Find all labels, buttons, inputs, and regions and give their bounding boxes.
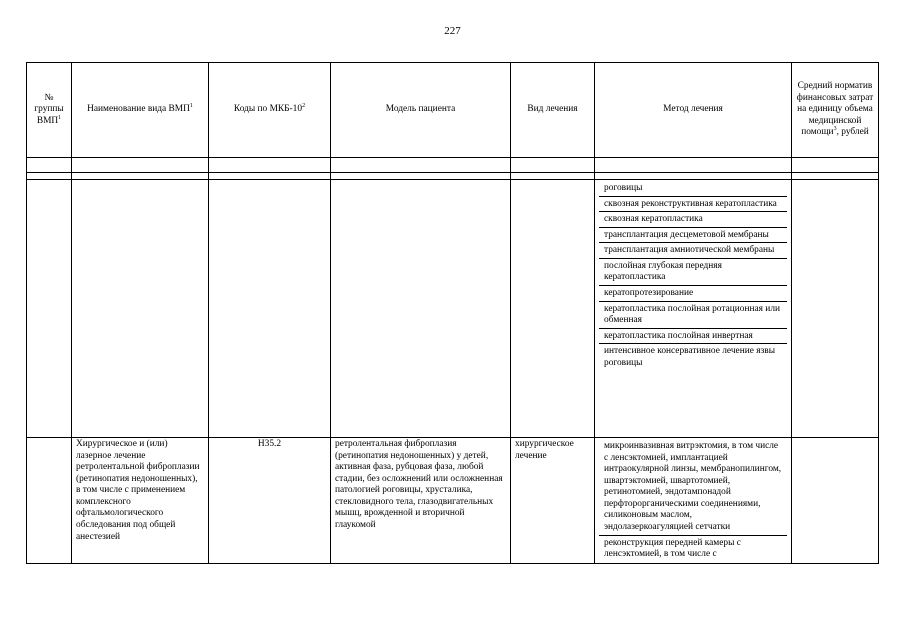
method-item: реконструкция передней камеры с ленсэктомией, в том числе с [604, 537, 741, 560]
vmp-name-cell: Хирургическое и (или) лазерное лечение ретролентальной фиброплазии (ретинопатия недоношенных), в том числе с применением комплексного офтальмологического обследования под общей анестезией [72, 438, 209, 564]
table-row [27, 180, 879, 438]
method-item: трансплантация амниотической мембраны [599, 243, 787, 259]
method-item: послойная глубокая передняя кератопластика [599, 259, 787, 286]
table-row [27, 438, 879, 564]
header-patient-model: Модель пациента [331, 63, 511, 158]
treatment-method-cell [595, 438, 792, 564]
treatment-method-cell [595, 180, 792, 438]
method-item: трансплантация десцеметовой мембраны [599, 228, 787, 244]
patient-model-cell: ретролентальная фиброплазия (ретинопатия недоношенных) у детей, активная фаза, рубцовая фаза, любой стадии, без осложнений или осложненная патологией роговицы, хрусталика, стекловидного тела, глазодвигательных мышц, врожденной и вторичной глаукомой [331, 438, 511, 564]
column-number-row [27, 158, 879, 173]
method-item: сквозная реконструктивная кератопластика [599, 197, 787, 213]
treatment-type-cell: хирургическое лечение [511, 438, 595, 564]
header-treatment-method: Метод лечения [595, 63, 792, 158]
icd-code-cell: H35.2 [209, 438, 331, 564]
header-treatment-type: Вид лечения [511, 63, 595, 158]
method-item: микроинвазивная витрэктомия, в том числе с ленсэктомией, имплантацией интраокулярной линзы, мембранопилингом, швартэктомией, швартотомией, ретинотомией, эндотампонадой перфторорганическими соединениями, силиконовым маслом, эндолазеркоагуляцией сетчатки [599, 439, 787, 536]
header-group-no: № группы ВМП$^1$ [27, 63, 72, 158]
header-cost: Средний норматив финансовых затрат на единицу объема медицинской помощи$^3$, рублей [792, 63, 879, 158]
method-item: роговицы [599, 181, 787, 197]
header-icd-codes: Коды по МКБ-$10^2$ [209, 63, 331, 158]
header-row [27, 63, 879, 158]
page-number: 227 [444, 25, 461, 37]
method-item: сквозная кератопластика [599, 212, 787, 228]
method-item: интенсивное консервативное лечение язвы роговицы [604, 346, 775, 368]
method-item: кератопротезирование [599, 286, 787, 302]
vmp-table [26, 62, 879, 564]
header-vmp-name: Наименование вида ВМП$^1$ [72, 63, 209, 158]
method-item: кератопластика послойная ротационная или обменная [599, 302, 787, 329]
method-item: кератопластика послойная инвертная [599, 329, 787, 345]
spacer-row [27, 173, 879, 180]
